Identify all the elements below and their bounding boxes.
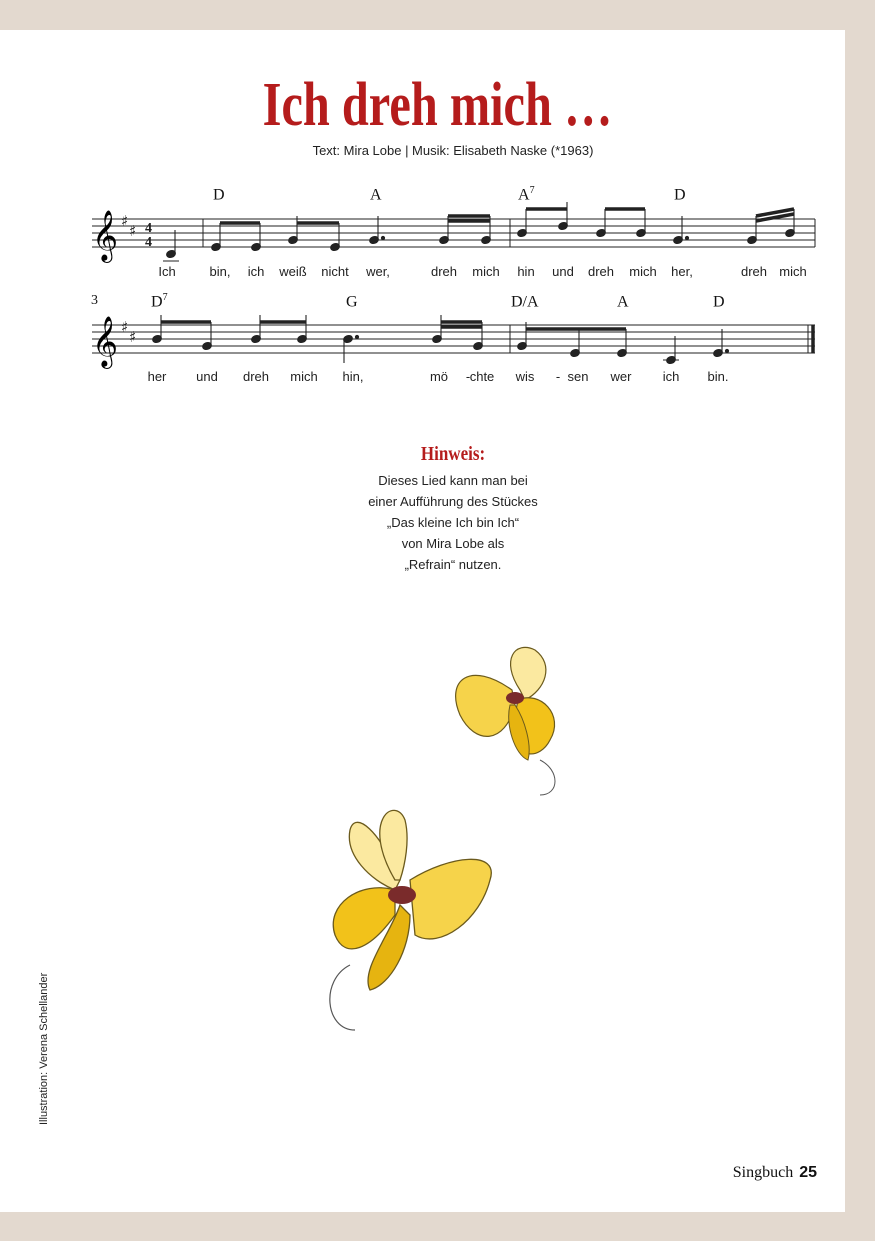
hint-line: „Das kleine Ich bin Ich“ xyxy=(386,515,520,530)
lyric-syllable: dreh xyxy=(587,264,615,279)
staff-line-2 xyxy=(92,325,815,353)
time-signature xyxy=(145,221,152,250)
lyric-syllable: mö xyxy=(429,369,449,384)
lyric-syllable: ich xyxy=(247,264,265,279)
svg-text:♯: ♯ xyxy=(121,212,129,230)
lyric-syllable: und xyxy=(552,264,574,279)
chord: A xyxy=(617,293,629,311)
chord: G xyxy=(346,293,358,311)
svg-text:♯: ♯ xyxy=(129,222,137,240)
chord: A xyxy=(370,186,382,204)
chord: D/A xyxy=(511,293,539,311)
lyric-syllable: bin, xyxy=(209,264,231,279)
lyric-syllable: her, xyxy=(671,264,693,279)
svg-text:♯: ♯ xyxy=(129,328,137,346)
chord: $D^7$ xyxy=(151,292,168,311)
lyric-syllable: wer xyxy=(610,369,632,384)
note-dot xyxy=(355,335,358,338)
lyric-syllable: chte xyxy=(469,369,495,384)
lyric-syllable: dreh xyxy=(430,264,458,279)
hint-line: von Mira Lobe als xyxy=(401,536,505,551)
hint-line: „Refrain“ nutzen. xyxy=(404,557,502,572)
lyric-syllable: bin. xyxy=(707,369,729,384)
hint-line: einer Aufführung des Stückes xyxy=(368,494,538,509)
lyric-syllable: mich xyxy=(290,369,318,384)
note-dot xyxy=(725,349,728,352)
lyric-syllable: her xyxy=(147,369,167,384)
note-dot xyxy=(381,236,384,239)
lyric-syllable: mich xyxy=(472,264,500,279)
lyric-syllable: hin, xyxy=(342,369,364,384)
key-signature xyxy=(121,212,136,346)
lyric-syllable: weiß xyxy=(279,264,307,279)
lyric-syllable: sen xyxy=(567,369,589,384)
lyric-syllable: wis xyxy=(515,369,535,384)
chord: D xyxy=(713,293,725,311)
lyric-syllable: nicht xyxy=(321,264,349,279)
svg-text:4: 4 xyxy=(145,235,152,250)
chord: D xyxy=(213,186,225,204)
lyric-syllable: mich xyxy=(629,264,657,279)
lyric-syllable: - xyxy=(555,369,561,384)
treble-clef-icon: 𝄞 xyxy=(92,210,119,261)
lyric-syllable: ich xyxy=(662,369,680,384)
hint-line: Dieses Lied kann man bei xyxy=(378,473,528,488)
treble-clef-icon: 𝄞 xyxy=(92,316,119,367)
svg-text:♯: ♯ xyxy=(121,318,129,336)
lyric-syllable: - xyxy=(465,369,471,384)
lyric-syllable: dreh xyxy=(740,264,768,279)
measure-number: 3 xyxy=(91,293,98,308)
chord: $A^7$ xyxy=(518,185,535,204)
svg-text:4: 4 xyxy=(145,221,152,236)
lyric-syllable: wer, xyxy=(366,264,390,279)
chord: D xyxy=(674,186,686,204)
book-name: Singbuch xyxy=(732,1164,794,1181)
hint-heading: Hinweis: xyxy=(420,443,486,465)
note-dot xyxy=(685,236,688,239)
song-credits: Text: Mira Lobe | Musik: Elisabeth Naske (*1963) xyxy=(312,143,594,158)
hint-text xyxy=(0,470,875,575)
page-footer xyxy=(733,1164,817,1182)
staff-line-1 xyxy=(92,219,815,247)
lyric-syllable: Ich xyxy=(158,264,176,279)
lyric-syllable: dreh xyxy=(242,369,270,384)
lyric-syllable: mich xyxy=(779,264,807,279)
page-number: 25 xyxy=(799,1164,817,1181)
song-title: Ich dreh mich … xyxy=(262,71,613,139)
lyric-syllable: und xyxy=(196,369,218,384)
illustration-credit: Illustration: Verena Schellander xyxy=(38,972,50,1125)
lyric-syllable: hin xyxy=(517,264,535,279)
